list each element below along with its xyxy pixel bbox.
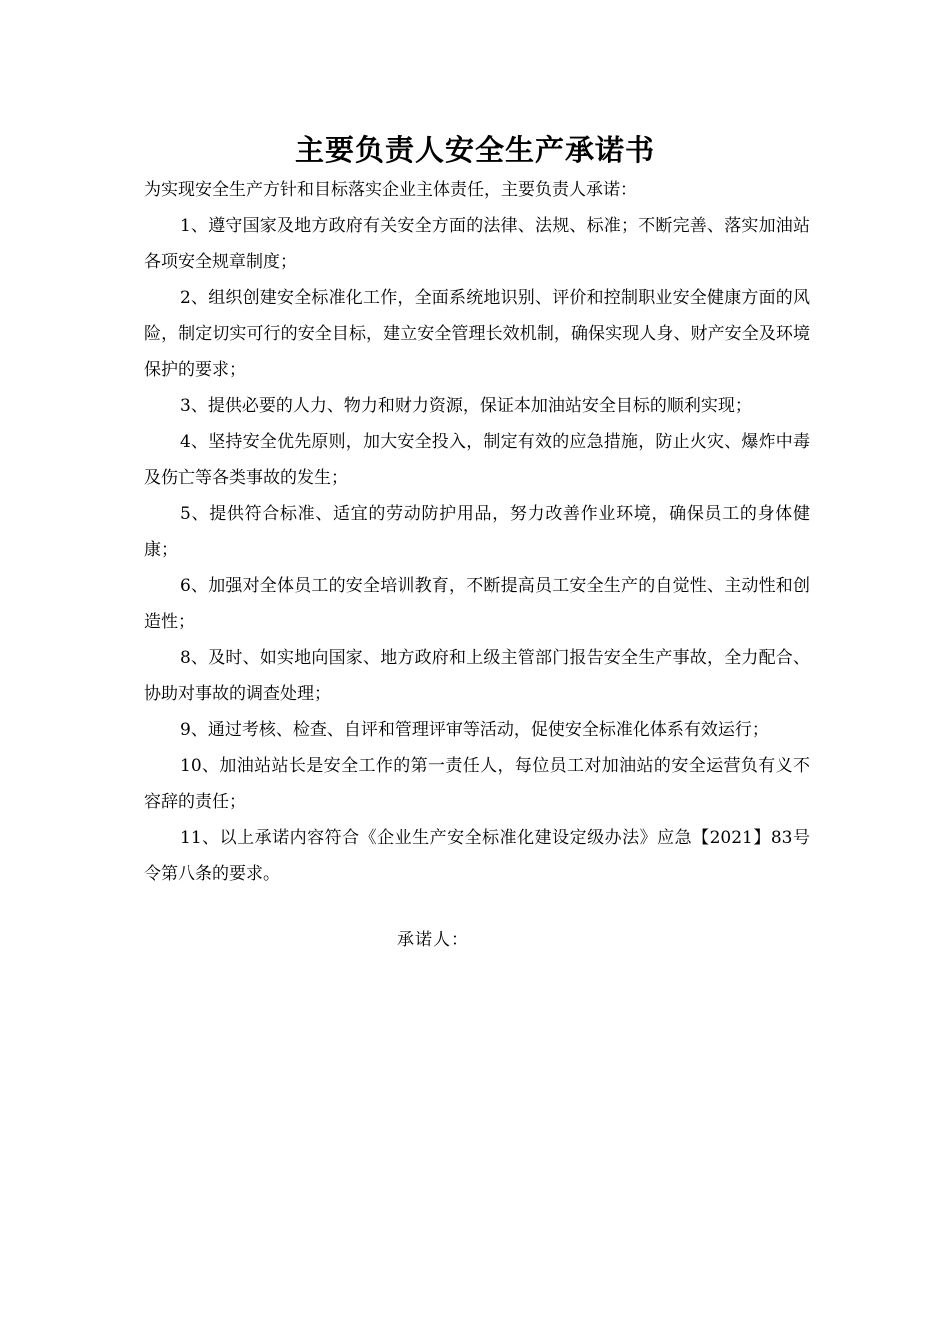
- clause-1: 1、遵守国家及地方政府有关安全方面的法律、法规、标准；不断完善、落实加油站各项安全规章制度；: [144, 216, 810, 272]
- clause-4: 4、坚持安全优先原则，加大安全投入，制定有效的应急措施，防止火灾、爆炸中毒及伤亡等各类事故的发生；: [144, 432, 810, 488]
- clause-6: 6、加强对全体员工的安全培训教育，不断提高员工安全生产的自觉性、主动性和创造性；: [144, 576, 810, 632]
- document-title: 主要负责人安全生产承诺书: [294, 133, 655, 167]
- intro-paragraph: 为实现安全生产方针和目标落实企业主体责任，主要负责人承诺：: [144, 180, 637, 200]
- document-body: [144, 172, 810, 892]
- clause-2: 2、组织创建安全标准化工作，全面系统地识别、评价和控制职业安全健康方面的风险，制定切实可行的安全目标，建立安全管理长效机制，确保实现人身、财产安全及环境保护的要求；: [144, 288, 810, 380]
- clause-8: 8、及时、如实地向国家、地方政府和上级主管部门报告安全生产事故，全力配合、协助对事故的调查处理；: [144, 648, 810, 704]
- clause-9: 9、通过考核、检查、自评和管理评审等活动，促使安全标准化体系有效运行；: [180, 720, 769, 740]
- clause-11: 11、以上承诺内容符合《企业生产安全标准化建设定级办法》应急【2021】83号令第八条的要求。: [144, 828, 810, 884]
- signature-label: 承诺人：: [397, 930, 469, 950]
- clause-3: 3、提供必要的人力、物力和财力资源，保证本加油站安全目标的顺利实现；: [180, 396, 752, 416]
- clause-5: 5、提供符合标准、适宜的劳动防护用品，努力改善作业环境，确保员工的身体健康；: [144, 504, 810, 560]
- clause-10: 10、加油站站长是安全工作的第一责任人，每位员工对加油站的安全运营负有义不容辞的责任；: [144, 756, 810, 812]
